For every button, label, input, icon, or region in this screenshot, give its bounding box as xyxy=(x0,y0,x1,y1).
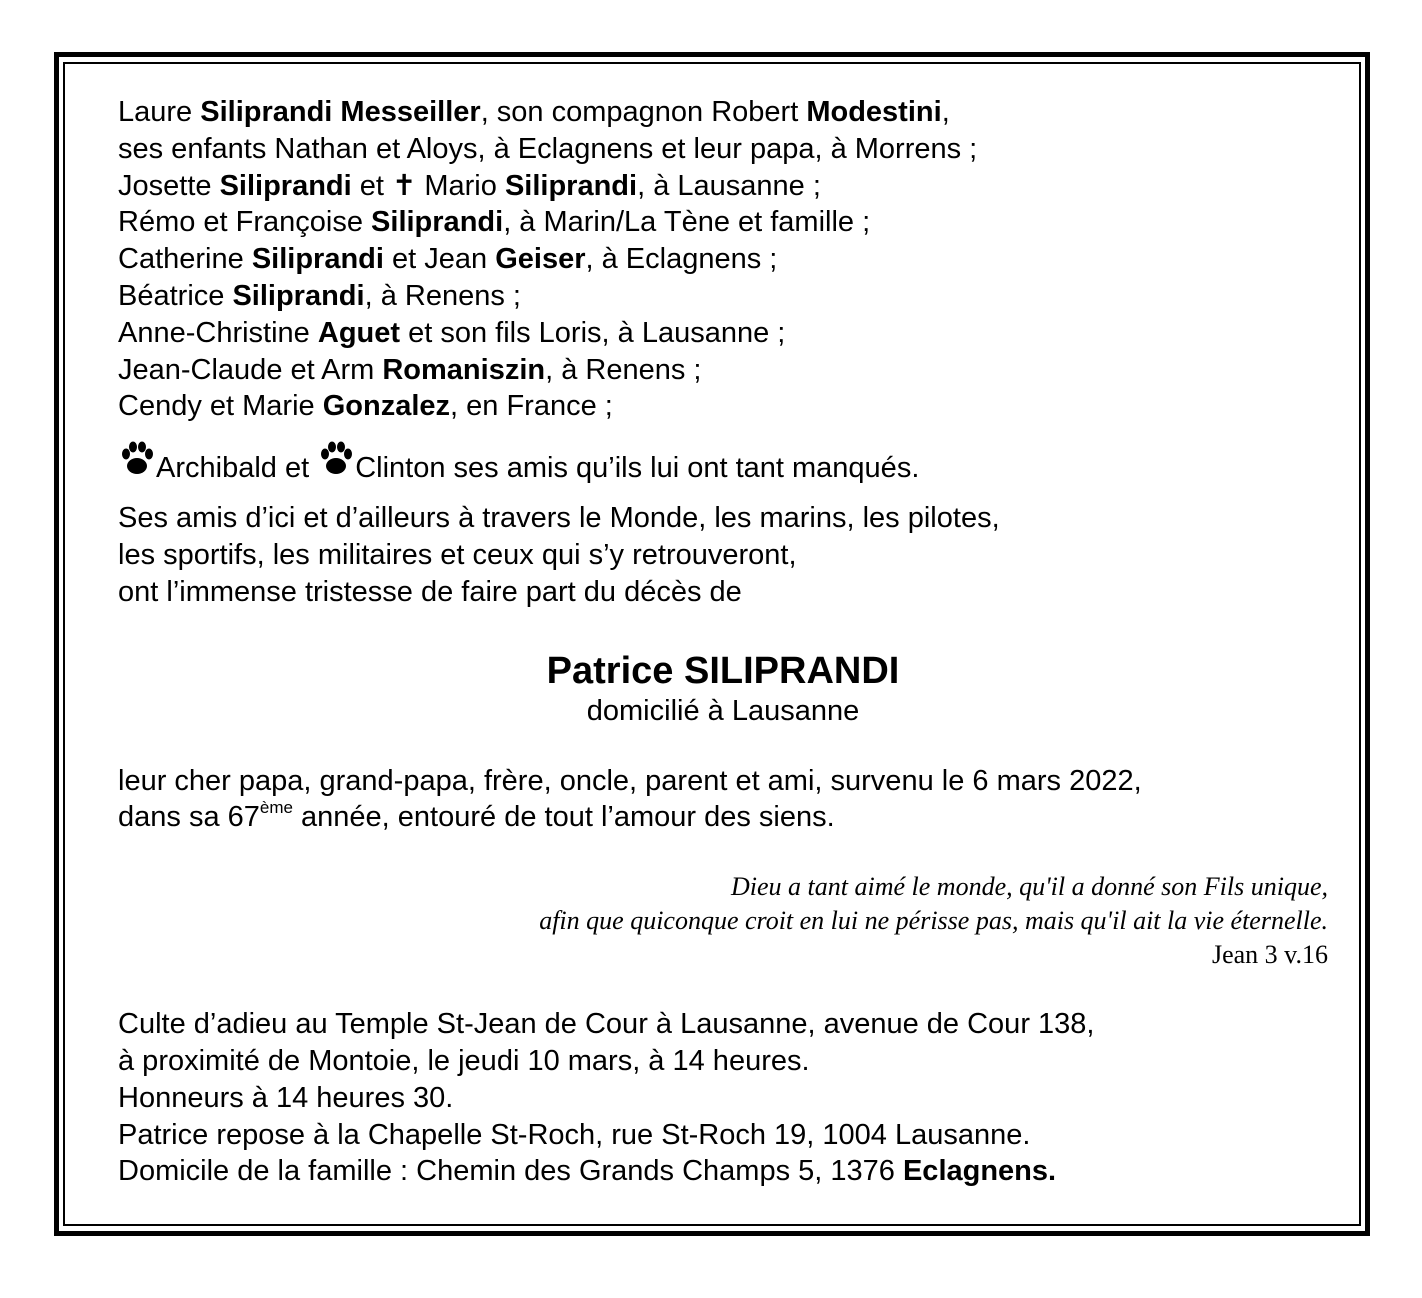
family-line-8: Jean-Claude et Arm Romaniszin, à Renens ; xyxy=(118,353,702,386)
paw-print-icon xyxy=(118,439,156,479)
family-line-9: Cendy et Marie Gonzalez, en France ; xyxy=(118,390,613,423)
family-line-4: Rémo et Françoise Siliprandi, à Marin/La Tène et famille ; xyxy=(118,206,871,239)
service-paragraph xyxy=(118,1006,1328,1190)
friends-line: ont l’immense tristesse de faire part du décès de xyxy=(118,575,742,608)
verse-line-1: Dieu a tant aimé le monde, qu'il a donné son Fils unique, xyxy=(731,872,1328,902)
family-line-1: Laure Siliprandi Messeiller, son compagnon Robert Modestini, xyxy=(118,96,950,128)
deceased-domicile: domicilié à Lausanne xyxy=(586,694,860,727)
pets-line: Archibald et Clinton ses amis qu’ils lui ont tant manqués. xyxy=(118,439,1328,486)
friends-line: les sportifs, les militaires et ceux qui s’y retrouveront, xyxy=(118,538,797,571)
service-line-2: à proximité de Montoie, le jeudi 10 mars, à 14 heures. xyxy=(118,1044,810,1077)
friends-line: Ses amis d’ici et d’ailleurs à travers le Monde, les marins, les pilotes, xyxy=(118,502,1000,535)
verse-reference: Jean 3 v.16 xyxy=(1211,940,1328,970)
service-line-3: Honneurs à 14 heures 30. xyxy=(118,1081,454,1114)
obituary-content xyxy=(118,94,1328,1190)
paw-print-icon xyxy=(317,439,355,479)
relation-paragraph xyxy=(118,763,1328,837)
relation-line-2: dans sa 67ème année, entouré de tout l’amour des siens. xyxy=(118,798,835,834)
service-line-5: Domicile de la famille : Chemin des Grands Champs 5, 1376 Eclagnens. xyxy=(118,1155,1057,1188)
bible-verse xyxy=(118,870,1328,972)
family-line-5: Catherine Siliprandi et Jean Geiser, à Eclagnens ; xyxy=(118,243,778,276)
family-line-2: ses enfants Nathan et Aloys, à Eclagnens et leur papa, à Morrens ; xyxy=(118,132,978,165)
verse-line-2: afin que quiconque croit en lui ne périsse pas, mais qu'il ait la vie éternelle. xyxy=(539,906,1328,936)
family-line-3: Josette Siliprandi et ✝ Mario Siliprandi, à Lausanne ; xyxy=(118,169,821,202)
service-line-1: Culte d’adieu au Temple St-Jean de Cour à Lausanne, avenue de Cour 138, xyxy=(118,1008,1095,1041)
deceased-name: Patrice SILIPRANDI xyxy=(546,649,900,692)
relation-line-1: leur cher papa, grand-papa, frère, oncle, parent et ami, survenu le 6 mars 2022, xyxy=(118,764,1142,797)
service-line-4: Patrice repose à la Chapelle St-Roch, rue St-Roch 19, 1004 Lausanne. xyxy=(118,1118,1031,1151)
family-line-7: Anne-Christine Aguet et son fils Loris, à Lausanne ; xyxy=(118,316,786,349)
family-line-6: Béatrice Siliprandi, à Renens ; xyxy=(118,279,521,312)
friends-paragraph xyxy=(118,500,1328,610)
